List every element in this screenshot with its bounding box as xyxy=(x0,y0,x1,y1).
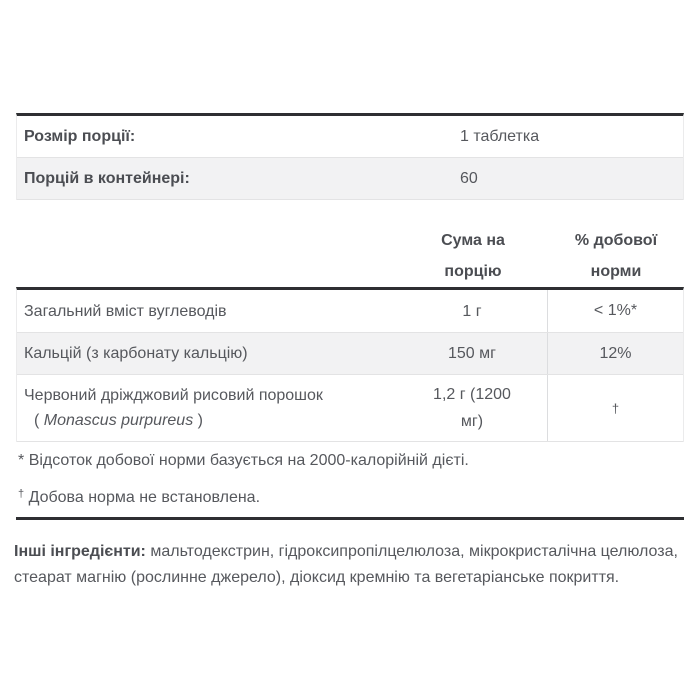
facts-table-body xyxy=(16,287,684,442)
ingredients-paragraph xyxy=(14,539,684,591)
table-row-carbohydrates xyxy=(17,290,683,333)
footnote-text: Відсоток добової норми базується на 2000-калорійній дієті. xyxy=(28,452,469,469)
nutrient-name: Кальцій (з карбонату кальцію) xyxy=(24,345,248,362)
nutrient-latin-name xyxy=(24,408,393,433)
amount-header-line2: порцію xyxy=(444,263,502,280)
nutrient-amount: 1 г xyxy=(462,302,482,320)
amount-line2: мг) xyxy=(460,413,484,430)
nutrient-daily-value: < 1%* xyxy=(547,290,683,332)
ingredients-label: Інші інгредієнти: xyxy=(14,543,146,560)
footnotes-section xyxy=(16,442,684,520)
table-row-calcium xyxy=(17,333,683,375)
nutrient-amount xyxy=(397,375,547,441)
ingredients-text: мальтодекстрин, гідроксипропілцелюлоза, мікрокристалічна целюлоза, стеарат магнію (рослинне джерело), діоксид кремнію та вегетаріанське покриття. xyxy=(14,543,678,586)
nutrient-name-line1: Червоний дріжджовий рисовий порошок xyxy=(24,387,323,404)
amount-column-header xyxy=(398,225,548,287)
servings-per-container-row xyxy=(17,158,683,200)
dv-header-line2: норми xyxy=(590,263,642,280)
nutrient-daily-value: 12% xyxy=(547,333,683,374)
facts-table-header xyxy=(16,225,684,287)
servings-per-container-label: Порцій в контейнері: xyxy=(24,169,190,187)
footnote-daily-value xyxy=(18,451,684,471)
table-row-red-yeast-rice xyxy=(17,375,683,442)
amount-line1: 1,2 г (1200 xyxy=(433,386,511,403)
nutrient-name xyxy=(17,375,397,441)
nutrient-daily-value: † xyxy=(547,375,683,441)
header-spacer xyxy=(16,225,398,287)
serving-size-row xyxy=(17,116,683,158)
dagger-symbol: † xyxy=(18,488,25,500)
latin-species: Monascus purpureus xyxy=(43,412,194,429)
supplement-facts-panel xyxy=(16,113,684,591)
asterisk-symbol: * xyxy=(18,452,25,469)
paren-open: ( xyxy=(34,412,40,429)
amount-header-line1: Сума на xyxy=(441,232,505,249)
footnote-text: Добова норма не встановлена. xyxy=(28,489,261,506)
serving-size-label: Розмір порції: xyxy=(24,127,136,145)
nutrient-amount: 150 мг xyxy=(448,345,496,362)
serving-size-value: 1 таблетка xyxy=(460,127,540,145)
paren-close: ) xyxy=(197,412,203,429)
servings-per-container-value: 60 xyxy=(460,169,478,187)
nutrient-name: Загальний вміст вуглеводів xyxy=(24,302,227,320)
daily-value-column-header xyxy=(548,225,684,287)
dv-header-line1: % добової xyxy=(574,232,658,249)
footnote-dagger xyxy=(18,484,684,508)
serving-info-table xyxy=(16,113,684,200)
